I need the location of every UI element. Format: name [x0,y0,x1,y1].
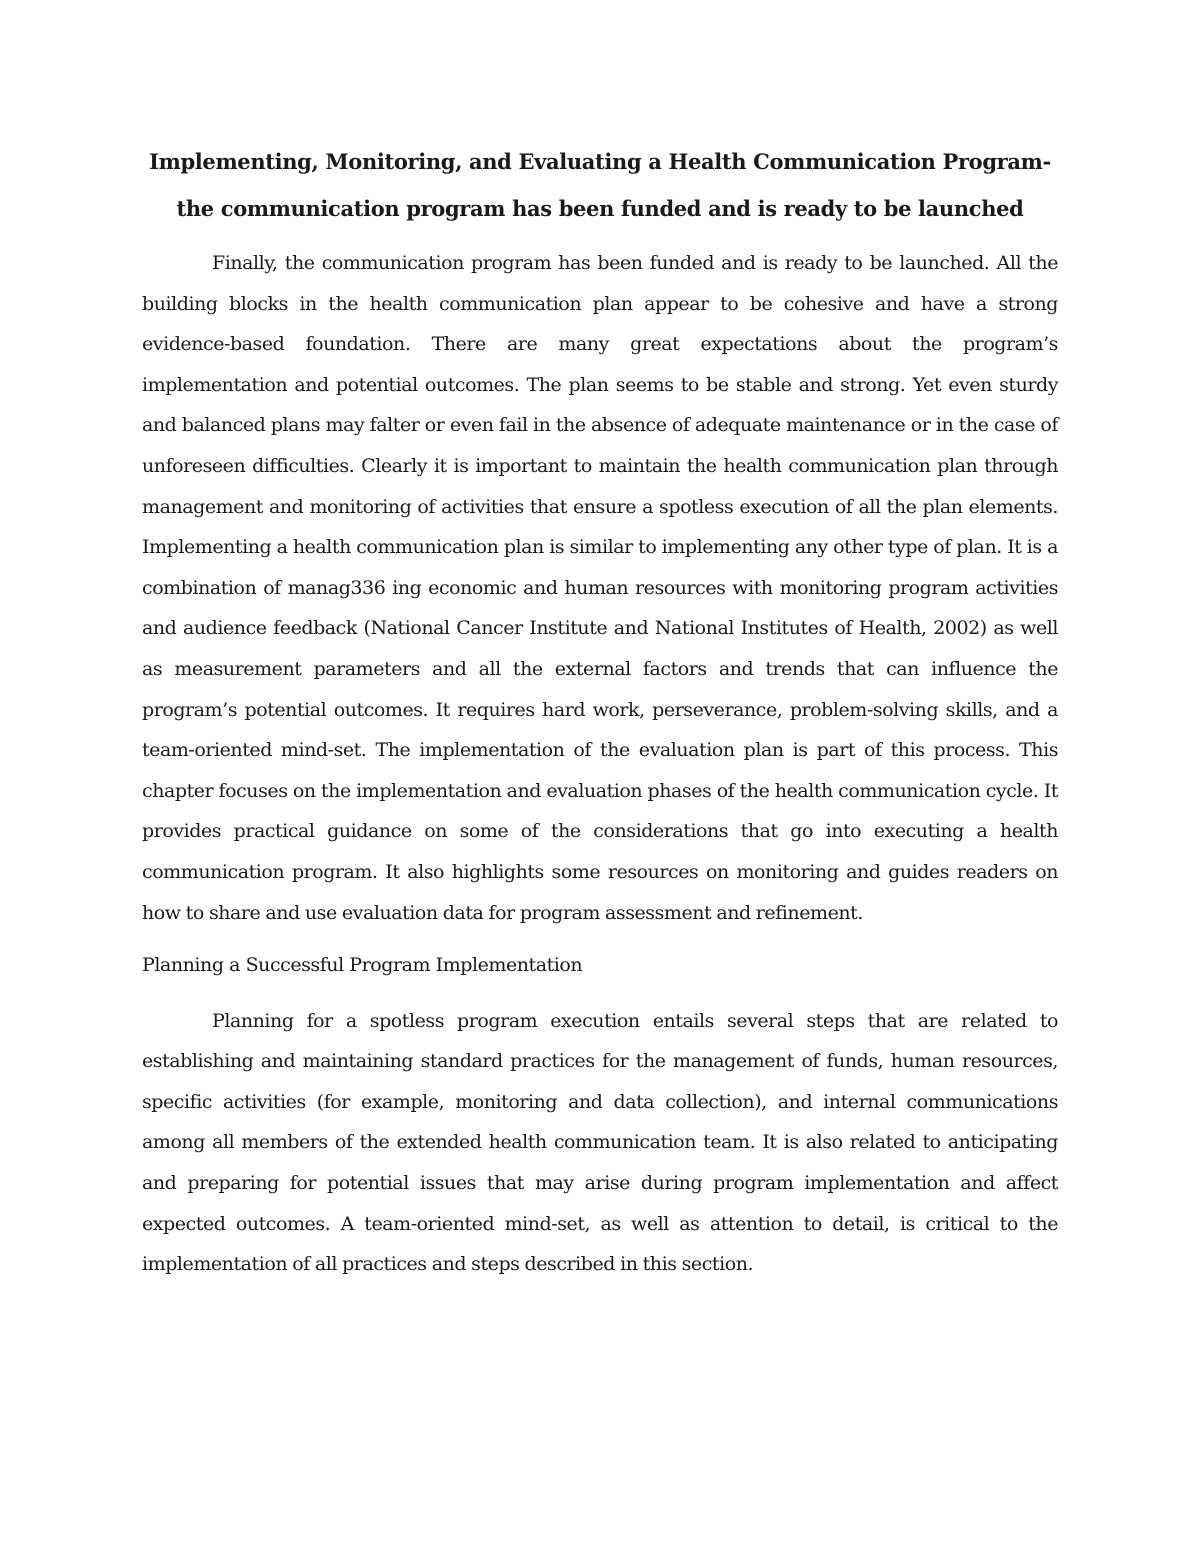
intro-paragraph: Finally, the communication program has been funded and is ready to be launched. All the building blocks in the health communication plan appear to be cohesive and have a strong evidence-based foundation. There are many great expectations about the program’s implementation and potential outcomes. The plan seems to be stable and strong. Yet even sturdy and balanced plans may falter or even fail in the absence of adequate maintenance or in the case of unforeseen difficulties. Clearly it is important to maintain the health communication plan through management and monitoring of activities that ensure a spotless execution of all the plan elements. Implementing a health communication plan is similar to implementing any other type of plan. It is a combination of manag336 ing economic and human resources with monitoring program activities and audience feedback (National Cancer Institute and National Institutes of Health, 2002) as well as measurement parameters and all the external factors and trends that can influence the program’s potential outcomes. It requires hard work, perseverance, problem-solving skills, and a team-oriented mind-set. The implementation of the evaluation plan is part of this process. This chapter focuses on the implementation and evaluation phases of the health communication cycle. It provides practical guidance on some of the considerations that go into executing a health communication program. It also highlights some resources on monitoring and guides readers on how to share and use evaluation data for program assessment and refinement. [142,252,1058,924]
section-paragraph: Planning for a spotless program execution entails several steps that are related to establishing and maintaining standard practices for the management of funds, human resources, specific activities (for example, monitoring and data collection), and internal communications among all members of the extended health communication team. It is also related to anticipating and preparing for potential issues that may arise during program implementation and affect expected outcomes. A team-oriented mind-set, as well as attention to detail, is critical to the implementation of all practices and steps described in this section. [142,1009,1058,1276]
document-page [142,138,1058,1285]
section-heading: Planning a Successful Program Implementation [142,954,583,977]
document-title: Implementing, Monitoring, and Evaluating a Health Communication Program- the communication program has been funded and is ready to be launched [149,149,1051,221]
